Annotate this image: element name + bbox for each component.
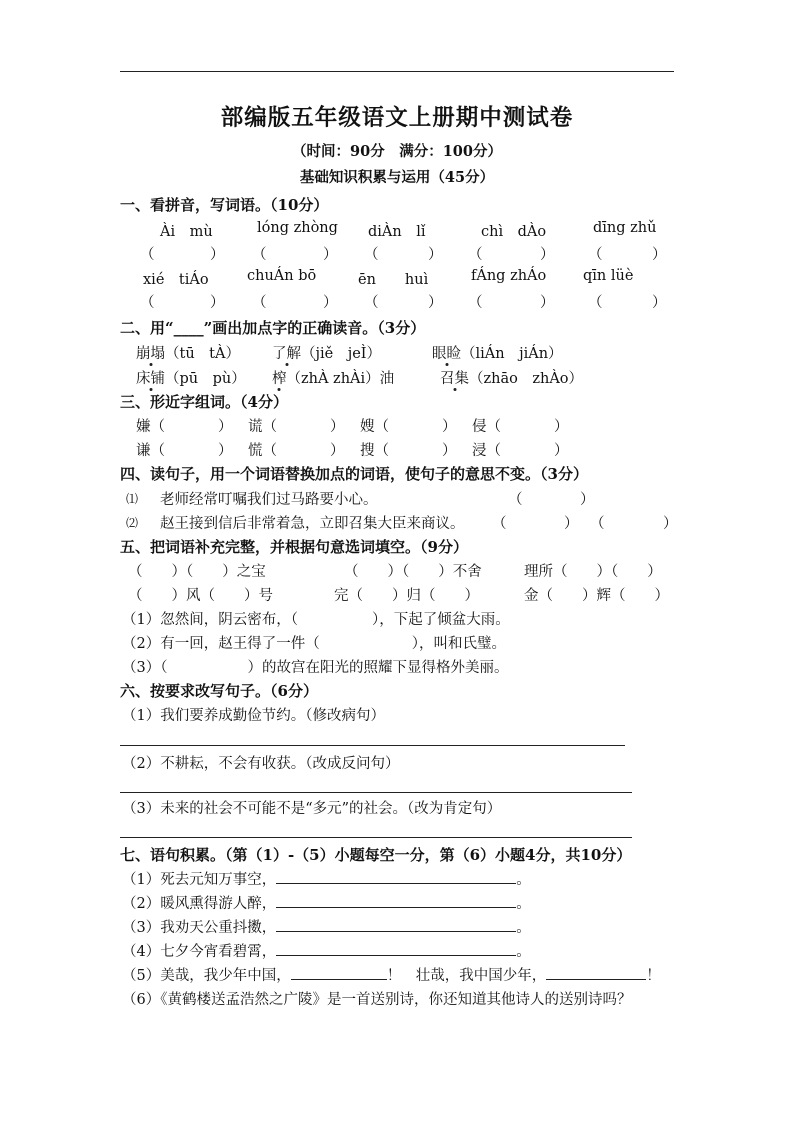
answer-box-open: （ [588, 247, 603, 263]
char-close: ） [330, 419, 345, 435]
answer-box-close: ） [652, 295, 667, 311]
reading-item [272, 367, 394, 388]
pinyin-10: qīn lüè [583, 268, 634, 284]
answer-box-open: （ [140, 247, 155, 263]
answer-box-open: （ [492, 516, 507, 532]
answer-box-close: ） [210, 247, 225, 263]
punctuation: 。 [516, 896, 531, 912]
reading-word: 召集 [440, 371, 469, 387]
answer-box-open: （ [468, 295, 483, 311]
char-item: 谦（ [136, 443, 165, 459]
punctuation: ！ [646, 968, 661, 984]
page-title: 部编版五年级语文上册期中测试卷 [220, 105, 574, 131]
idiom-item: 完（ ）归（ ） [334, 588, 479, 604]
punctuation: 。 [516, 872, 531, 888]
reading-item [136, 367, 246, 388]
reading-options: （zhÀ zhÀi）油 [286, 371, 395, 387]
idiom-item: 金（ ）辉（ ） [524, 588, 669, 604]
answer-box-open: （ [508, 492, 523, 508]
char-close: ） [330, 443, 345, 459]
idiom-item: （ ）风（ ）号 [128, 588, 273, 604]
char-item: 侵（ [472, 419, 501, 435]
idiom-item: （ ）（ ）不舍 [344, 564, 482, 580]
question-text: ）的故宫在阳光的照耀下显得格外美丽。 [247, 660, 509, 676]
idiom-item: 理所（ ）（ ） [524, 564, 662, 580]
fill-question-1 [122, 608, 510, 629]
char-item: 慌（ [248, 443, 277, 459]
verse-question-2 [122, 892, 531, 913]
section-3-heading: 三、形近字组词。（4分） [120, 393, 288, 411]
char-item: 嫌（ [136, 419, 165, 435]
answer-box-open: （ [140, 295, 155, 311]
reading-word: 崩塌 [136, 346, 165, 362]
answer-blank[interactable] [276, 955, 516, 956]
reading-options: （tū tÀ） [165, 346, 240, 362]
question-text: （1）忽然间，阴云密布，（ [122, 612, 298, 628]
rewrite-question-2: （2）不耕耘，不会有收获。（改成反问句） [122, 756, 400, 772]
reading-item [440, 367, 583, 388]
section-4-heading: 四、读句子，用一个词语替换加点的词语，使句子的意思不变。（3分） [120, 465, 588, 483]
char-item: 搜（ [360, 443, 389, 459]
section-2-heading: 二、用“____”画出加点字的正确读音。（3分） [120, 319, 426, 337]
part-heading: 基础知识积累与运用（45分） [299, 169, 495, 186]
verse-question-4 [122, 940, 531, 961]
question-text: （1）死去元知万事空， [122, 872, 277, 888]
char-item: 谎（ [248, 419, 277, 435]
answer-box-close: ） [663, 516, 678, 532]
exam-meta: （时间：90分 满分：100分） [292, 143, 502, 160]
item-marker: ⑴ [126, 492, 139, 506]
pinyin-2: lóng zhòng [257, 220, 338, 236]
answer-box-open: （ [364, 247, 379, 263]
question-text: （3）（ [122, 660, 168, 676]
section-7-heading: 七、语句积累。（第（1）-（5）小题每空一分，第（6）小题4分，共10分） [120, 846, 632, 864]
answer-box-open: （ [468, 247, 483, 263]
char-item: 浸（ [472, 443, 501, 459]
reading-item [136, 342, 240, 363]
verse-question-5 [122, 964, 661, 985]
answer-box-close: ） [652, 247, 667, 263]
char-item: 嫂（ [360, 419, 389, 435]
section-1-heading: 一、看拼音，写词语。（10分） [120, 196, 329, 214]
reading-word: 床铺 [136, 371, 165, 387]
reading-word: 了解 [272, 346, 301, 362]
answer-box-close: ） [428, 247, 443, 263]
verse-question-1 [122, 868, 531, 889]
question-text: （5）美哉，我少年中国， [122, 968, 291, 984]
answer-box-close: ） [323, 295, 338, 311]
question-text: ），叫和氏璧。 [411, 636, 506, 652]
header-rule [120, 71, 674, 72]
question-text: ！ 壮哉，我中国少年， [386, 968, 547, 984]
answer-box-close: ） [540, 295, 555, 311]
pinyin-4: chì dÀo [481, 224, 547, 240]
pinyin-7: chuÁn bō [247, 268, 317, 284]
answer-line[interactable] [120, 745, 625, 746]
answer-box-open: （ [590, 516, 605, 532]
answer-box-close: ） [540, 247, 555, 263]
reading-word: 眼睑 [432, 346, 461, 362]
answer-box-open: （ [252, 295, 267, 311]
answer-box-open: （ [252, 247, 267, 263]
answer-box-open: （ [364, 295, 379, 311]
answer-box-close: ） [323, 247, 338, 263]
char-close: ） [218, 443, 233, 459]
pinyin-1: Ài mù [160, 224, 213, 240]
rewrite-question-1: （1）我们要养成勤俭节约。（修改病句） [122, 708, 385, 724]
punctuation: 。 [516, 920, 531, 936]
char-close: ） [218, 419, 233, 435]
answer-blank[interactable] [276, 907, 516, 908]
pinyin-9: fÁng zhÁo [471, 268, 547, 284]
reading-options: （pū pù） [165, 371, 246, 387]
fill-question-2 [122, 632, 506, 653]
verse-question-3 [122, 916, 531, 937]
char-close: ） [554, 419, 569, 435]
section-6-heading: 六、按要求改写句子。（6分） [120, 682, 318, 700]
answer-blank[interactable] [276, 931, 516, 932]
question-text: （2）有一回，赵王得了一件（ [122, 636, 320, 652]
section-5-heading: 五、把词语补充完整，并根据句意选词填空。（9分） [120, 538, 468, 556]
question-text: ），下起了倾盆大雨。 [371, 612, 510, 628]
char-close: ） [442, 443, 457, 459]
sentence-2: 赵王接到信后非常着急，立即召集大臣来商议。 [160, 516, 465, 532]
reading-options: （zhāo zhÀo） [469, 371, 584, 387]
answer-line[interactable] [120, 792, 632, 793]
char-close: ） [442, 419, 457, 435]
question-text: （2）暖风熏得游人醉， [122, 896, 277, 912]
idiom-item: （ ）（ ）之宝 [128, 564, 266, 580]
answer-box-close: ） [580, 492, 595, 508]
pinyin-3: diÀn lǐ [368, 224, 426, 240]
reading-item [272, 342, 381, 363]
item-marker: ⑵ [126, 516, 139, 530]
question-text: （4）七夕今宵看碧霄， [122, 944, 277, 960]
answer-blank[interactable] [291, 979, 387, 980]
pinyin-5: dīng zhǔ [593, 220, 657, 236]
sentence-1: 老师经常叮嘱我们过马路要小心。 [160, 492, 378, 508]
answer-blank[interactable] [276, 883, 516, 884]
answer-box-open: （ [588, 295, 603, 311]
pinyin-6: xié tiÁo [143, 272, 209, 288]
answer-line[interactable] [120, 837, 632, 838]
reading-options: （liÁn jiÁn） [461, 346, 563, 362]
char-close: ） [554, 443, 569, 459]
answer-box-close: ） [428, 295, 443, 311]
fill-question-3 [122, 656, 508, 677]
punctuation: 。 [516, 944, 531, 960]
reading-options: （jiě jeÌ） [301, 346, 382, 362]
answer-box-close: ） [564, 516, 579, 532]
reading-word: 榨 [272, 371, 287, 387]
answer-box-close: ） [210, 295, 225, 311]
reading-item [432, 342, 563, 363]
rewrite-question-3: （3）未来的社会不可能不是“多元”的社会。（改为肯定句） [122, 801, 502, 817]
verse-question-6: （6）《黄鹤楼送孟浩然之广陵》是一首送别诗，你还知道其他诗人的送别诗吗？ [122, 992, 632, 1008]
question-text: （3）我劝天公重抖擞， [122, 920, 277, 936]
answer-blank[interactable] [546, 979, 646, 980]
pinyin-8: ēn huì [358, 272, 429, 288]
